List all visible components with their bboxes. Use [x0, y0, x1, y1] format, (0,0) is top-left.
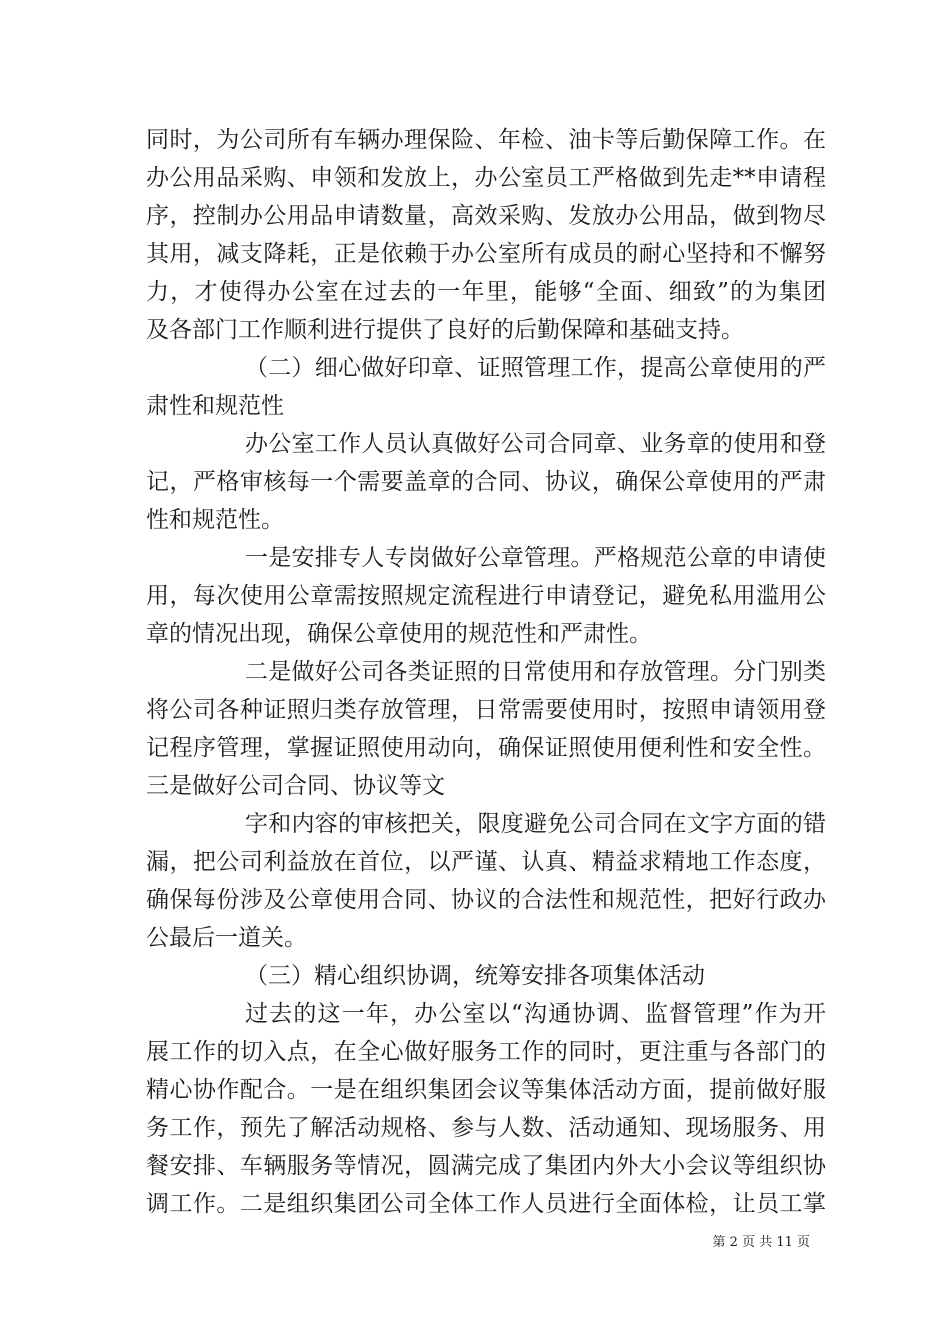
text-line: 二是做好公司各类证照的日常使用和存放管理。分门别类: [245, 659, 826, 685]
section-heading-continued: 肃性和规范性: [146, 393, 284, 419]
text-line: 展工作的切入点，在全心做好服务工作的同时，更注重与各部门的: [146, 1039, 826, 1065]
text-line: 将公司各种证照归类存放管理，日常需要使用时，按照申请领用登: [146, 697, 826, 723]
text-line: 精心协作配合。一是在组织集团会议等集体活动方面，提前做好服: [146, 1077, 826, 1103]
text-line: 其用，减支降耗，正是依赖于办公室所有成员的耐心坚持和不懈努: [146, 241, 826, 267]
text-line: 务工作，预先了解活动规格、参与人数、活动通知、现场服务、用: [146, 1115, 826, 1141]
text-line: 力，才使得办公室在过去的一年里，能够“全面、细致”的为集团: [146, 279, 826, 305]
text-line: 确保每份涉及公章使用合同、协议的合法性和规范性，把好行政办: [146, 887, 826, 913]
text-line: 办公室工作人员认真做好公司合同章、业务章的使用和登: [245, 431, 826, 457]
text-line: 办公用品采购、申领和发放上，办公室员工严格做到先走**申请程: [146, 165, 826, 191]
text-line: 同时，为公司所有车辆办理保险、年检、油卡等后勤保障工作。在: [146, 127, 826, 153]
text-line: 漏，把公司利益放在首位，以严谨、认真、精益求精地工作态度，: [146, 849, 826, 875]
text-line: 及各部门工作顺利进行提供了良好的后勤保障和基础支持。: [146, 317, 744, 343]
text-line: 章的情况出现，确保公章使用的规范性和严肃性。: [146, 621, 652, 647]
section-heading: （二）细心做好印章、证照管理工作，提高公章使用的严: [245, 355, 826, 381]
text-line: 记，严格审核每一个需要盖章的合同、协议，确保公章使用的严肃: [146, 469, 826, 495]
page-number: 第 2 页 共 11 页: [712, 1235, 810, 1250]
text-line: 调工作。二是组织集团公司全体工作人员进行全面体检，让员工掌: [146, 1191, 826, 1217]
text-line: 字和内容的审核把关，限度避免公司合同在文字方面的错: [245, 811, 826, 837]
text-line: 过去的这一年，办公室以“沟通协调、监督管理”作为开: [245, 1001, 826, 1027]
text-line: 三是做好公司合同、协议等文: [146, 773, 445, 799]
text-line: 序，控制办公用品申请数量，高效采购、发放办公用品，做到物尽: [146, 203, 826, 229]
text-line: 餐安排、车辆服务等情况，圆满完成了集团内外大小会议等组织协: [146, 1153, 826, 1179]
text-line: 用，每次使用公章需按照规定流程进行申请登记，避免私用滥用公: [146, 583, 826, 609]
text-line: 记程序管理，掌握证照使用动向，确保证照使用便利性和安全性。: [146, 735, 826, 761]
section-heading: （三）精心组织协调，统筹安排各项集体活动: [245, 963, 705, 989]
text-line: 一是安排专人专岗做好公章管理。严格规范公章的申请使: [245, 545, 826, 571]
text-line: 公最后一道关。: [146, 925, 307, 951]
text-line: 性和规范性。: [146, 507, 284, 533]
